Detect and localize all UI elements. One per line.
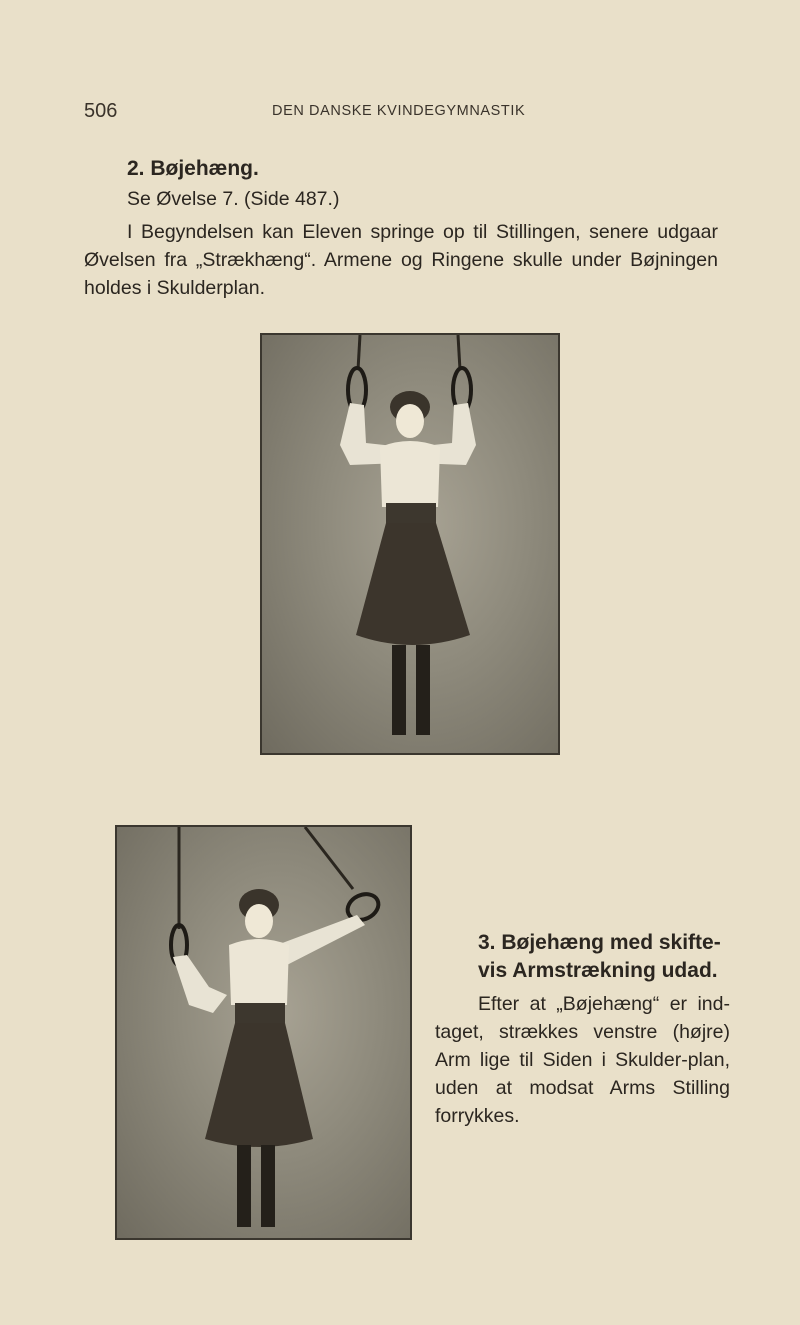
photo-arm-stretch-hang-illustration	[117, 827, 410, 1238]
photo-bent-arm-hang	[260, 333, 560, 755]
page-number: 506	[84, 100, 118, 122]
section-2-body: I Begyndelsen kan Eleven springe op til Stillingen, senere udgaar Øvelsen fra „Strækhæng“. Armene og Ringene skulle under Bøjningen holdes i Skulderplan.	[84, 221, 718, 299]
running-head: DEN DANSKE KVINDEGYMNASTIK	[272, 103, 526, 119]
photo-arm-stretch-hang	[115, 825, 412, 1240]
photo-bent-arm-hang-illustration	[262, 335, 558, 753]
section-3-body: Efter at „Bøjehæng“ er ind-taget, strækkes venstre (højre) Arm lige til Siden i Skulder-plan, uden at modsat Arms Stilling forrykkes.	[435, 993, 730, 1127]
section-2-reference: Se Øvelse 7. (Side 487.)	[127, 188, 340, 210]
section-2-title: 2. Bøjehæng.	[127, 157, 259, 180]
section-3-title: 3. Bøjehæng med skifte-vis Armstrækning udad.	[478, 931, 721, 982]
